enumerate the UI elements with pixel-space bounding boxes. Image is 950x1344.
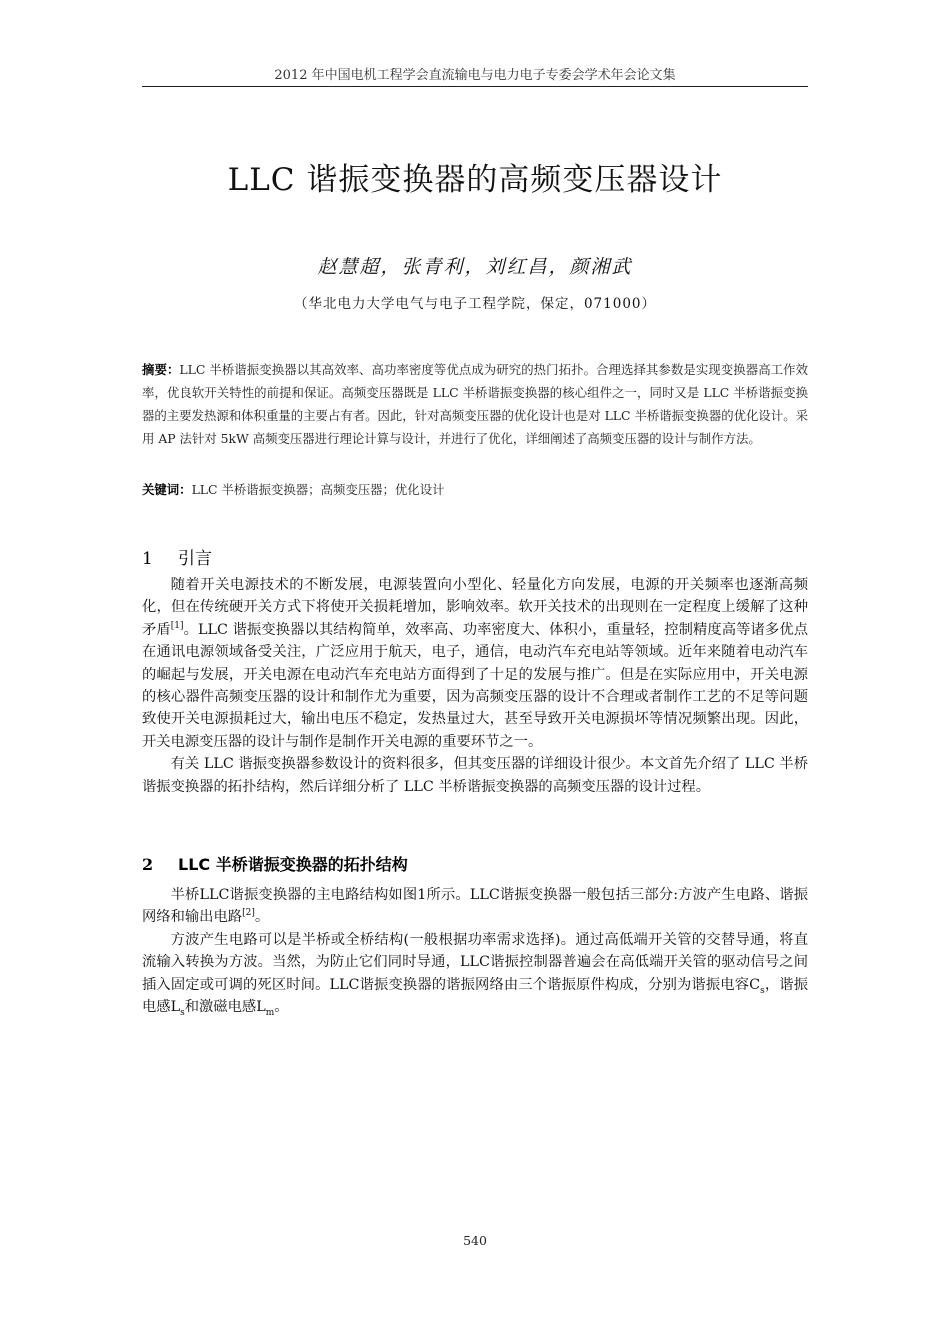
section-1-number: 1 [142,549,153,569]
subscript: s [760,985,765,996]
section-1-heading [142,544,808,569]
citation-ref-2[interactable]: [2] [242,908,255,919]
paragraph-text: 。 [254,909,270,926]
abstract-label: 摘要： [142,362,180,377]
abstract [142,358,808,450]
subscript: m [265,1007,275,1018]
paper-title: LLC 谐振变换器的高频变压器设计 [227,162,723,198]
section-1-title: 引言 [178,549,212,569]
section-2-number: 2 [142,855,154,874]
affiliation: （华北电力大学电气与电子工程学院，保定，071000） [293,296,657,312]
paragraph-text: 半桥LLC谐振变换器的主电路结构如图1所示。LLC谐振变换器一般包括三部分:方波产生电路、谐振网络和输出电路 [142,887,808,926]
paragraph-text: 方波产生电路可以是半桥或全桥结构(一般根据功率需求选择)。通过高低端开关管的交替导通，将直流输入转换为方波。当然，为防止它们同时导通，LLC谐振控制器普遍会在高低端开关管的驱动信号之间插入固定或可调的死区时间。LLC谐振变换器的谐振网络由三个谐振原件构成，分别为谐振电容C [142,931,808,993]
section-2-body [142,884,808,1018]
paragraph-text: 和激磁电感L [184,999,266,1016]
section-2-title: LLC 半桥谐振变换器的拓扑结构 [178,855,408,874]
section-2-heading [142,852,808,875]
paragraph-text: 。 [274,999,289,1016]
section-2-paragraph-1 [142,884,808,929]
section-1-paragraph-1 [142,574,808,753]
subscript: s [180,1007,185,1018]
citation-ref-1[interactable]: [1] [170,621,184,632]
paragraph-text: 随着开关电源技术的不断发展，电源装置向小型化、轻量化方向发展，电源的开关频率也逐渐高频化，但在传统硬开关方式下将使开关损耗增加，影响效率。软开关技术的出现则在一定程度上缓解了这种矛盾 [142,577,808,638]
abstract-text: LLC 半桥谐振变换器以其高效率、高功率密度等优点成为研究的热门拓扑。合理选择其参数是实现变换器高工作效率，优良软开关特性的前提和保证。高频变压器既是 LLC 半桥谐振变换器的核心组件之一，同时又是 LLC 半桥谐振变换器的主要发热源和体积重量的主要占有者。因此，针对高频变压器的优化设计也是对 LLC 半桥谐振变换器的优化设计。采用 AP 法针对 5kW 高频变压器进行理论计算与设计，并进行了优化，详细阐述了高频变压器的设计与制作方法。 [142,362,809,446]
running-header: 2012 年中国电机工程学会直流输电与电力电子专委会学术年会论文集 [274,68,676,83]
header-rule [142,86,808,87]
paragraph-text: ，谐振电感L [142,976,809,1016]
keywords-label: 关键词： [142,482,192,497]
section-1-body [142,574,808,798]
page-number: 540 [463,1233,487,1248]
section-2-paragraph-2 [142,929,808,1019]
section-1-paragraph-2: 有关 LLC 谐振变换器参数设计的资料很多，但其变压器的详细设计很少。本文首先介绍了 LLC 半桥谐振变换器的拓扑结构，然后详细分析了 LLC 半桥谐振变换器的高频变压器的设计过程。 [142,756,808,795]
keywords-text: LLC 半桥谐振变换器；高频变压器；优化设计 [191,482,445,497]
author-list: 赵慧超，张青利，刘红昌，颜湘武 [317,256,633,278]
keywords [142,480,808,500]
paragraph-text: 。LLC 谐振变换器以其结构简单，效率高、功率密度大、体积小，重量轻，控制精度高等诸多优点在通讯电源领域备受关注，广泛应用于航天，电子，通信，电动汽车充电站等领域。近年来随着电动汽车的崛起与发展，开关电源在电动汽车充电站方面得到了十足的发展与推广。但是在实际应用中，开关电源的核心器件高频变压器的设计和制作尤为重要，因为高频变压器的设计不合理或者制作工艺的不足等问题致使开关电源损耗过大，输出电压不稳定，发热量过大，甚至导致开关电源损坏等情况频繁出现。因此，开关电源变压器的设计与制作是制作开关电源的重要环节之一。 [142,621,809,750]
